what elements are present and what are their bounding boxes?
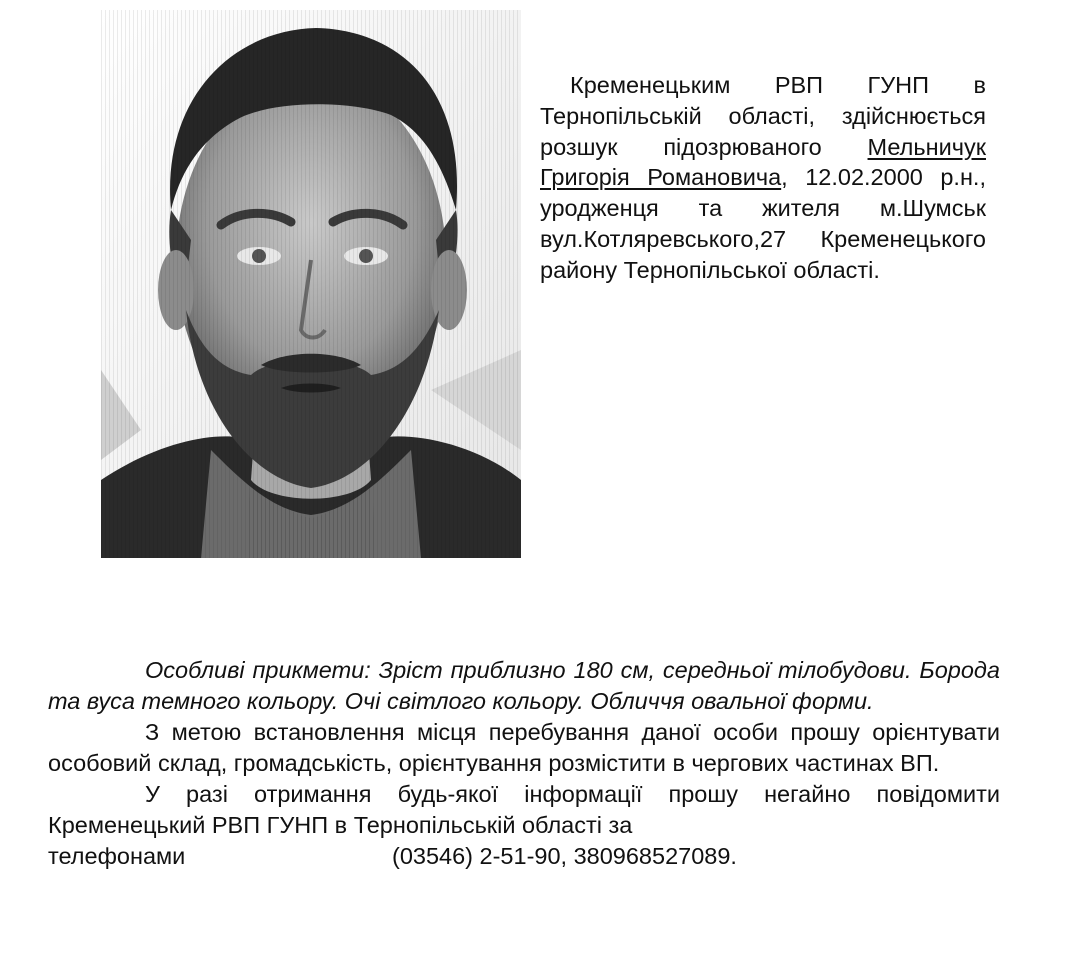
portrait-icon xyxy=(101,10,521,558)
distinctive-features: Особливі прикмети: Зріст приблизно 180 см, середньої тілобудови. Борода та вуса темного кольору. Очі світлого кольору. Обличчя овальної форми. xyxy=(48,657,1000,714)
suspect-photo xyxy=(101,10,521,558)
contact-request: У разі отримання будь-якої інформації прошу негайно повідомити Кременецький РВП ГУНП в Тернопільській області за xyxy=(48,781,1000,838)
intro-tail: , 12.02.2000 р.н., уродженця та жителя м.Шумськ вул.Котляревського,27 Кременецького району Тернопільської області. xyxy=(540,164,986,283)
phones-label: телефонами xyxy=(48,843,186,869)
phone-line xyxy=(48,841,1000,872)
suspect-name: Мельничук Григорія Романовича xyxy=(540,133,986,191)
notice-body xyxy=(48,655,1000,872)
wanted-notice-intro xyxy=(540,70,986,286)
phone-numbers: (03546) 2-51-90, 380968527089. xyxy=(392,843,737,869)
orientation-request: З метою встановлення місця перебування даної особи прошу орієнтувати особовий склад, громадськість, орієнтування розмістити в чергових частинах ВП. xyxy=(48,719,1000,776)
intro-lead: Кременецьким РВП ГУНП в Тернопільській області, здійснюється розшук підозрюваного xyxy=(540,72,986,160)
